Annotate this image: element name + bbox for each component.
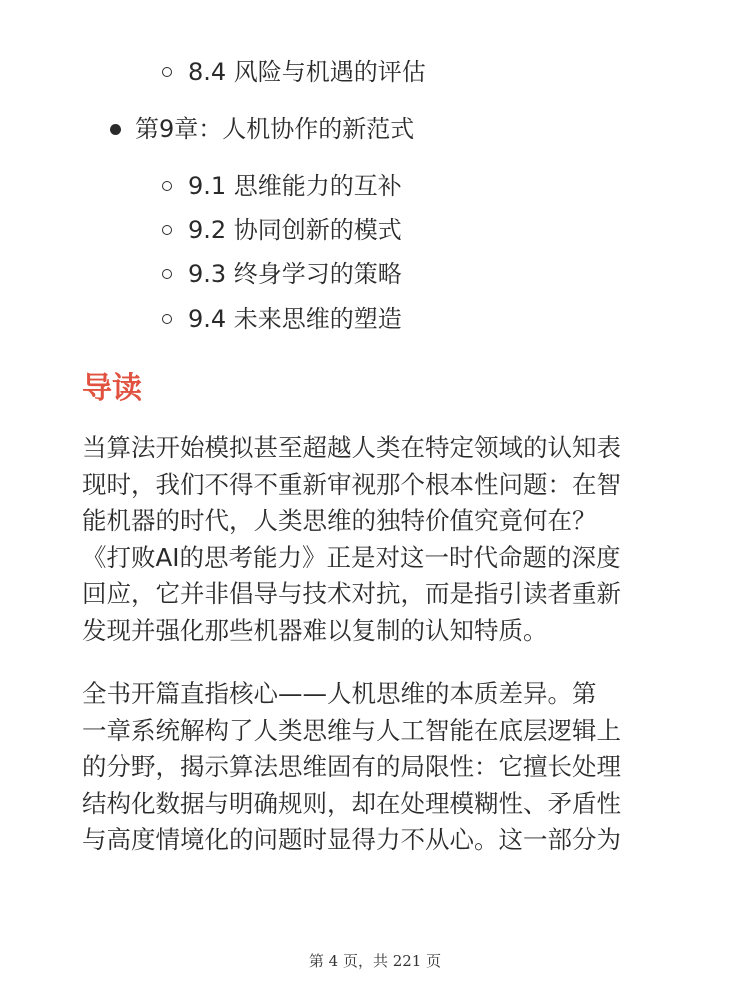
paragraph-overview (82, 676, 672, 859)
paragraph-line: 结构化数据与明确规则，却在处理模糊性、矛盾性 (82, 788, 621, 818)
page-number-footer: 第 4 页，共 221 页 (308, 952, 442, 970)
toc-item-9-2: 9.2 协同创新的模式 (188, 216, 402, 244)
paragraph-line: 当算法开始模拟甚至超越人类在特定领域的认知表 (82, 433, 621, 462)
solid-bullet-icon (110, 124, 121, 135)
paragraph-line: 《打败AI的思考能力》正是对这一时代命题的深度 (82, 542, 621, 572)
hollow-bullet-icon (162, 269, 172, 279)
toc-chapter-9: 第9章：人机协作的新范式 (135, 115, 415, 143)
toc-item-8-4: 8.4 风险与机遇的评估 (188, 58, 426, 86)
paragraph-line: 全书开篇直指核心——人机思维的本质差异。第 (82, 679, 597, 708)
hollow-bullet-icon (162, 181, 172, 191)
paragraph-line: 与高度情境化的问题时显得力不从心。这一部分为 (82, 825, 621, 854)
paragraph-line: 回应，它并非倡导与技术对抗，而是指引读者重新 (82, 579, 621, 608)
paragraph-line: 能机器的时代，人类思维的独特价值究竟何在？ (82, 506, 597, 535)
toc-item-9-1: 9.1 思维能力的互补 (188, 172, 402, 200)
hollow-bullet-icon (162, 314, 172, 324)
paragraph-line: 发现并强化那些机器难以复制的认知特质。 (82, 615, 548, 645)
hollow-bullet-icon (162, 67, 172, 77)
toc-item-9-3: 9.3 终身学习的策略 (188, 260, 402, 288)
paragraph-line: 的分野，揭示算法思维固有的局限性：它擅长处理 (82, 752, 621, 781)
paragraph-line: 现时，我们不得不重新审视那个根本性问题：在智 (82, 469, 621, 499)
section-title: 导读 (82, 371, 142, 406)
paragraph-intro (82, 430, 672, 649)
toc-item-9-4: 9.4 未来思维的塑造 (188, 305, 402, 333)
hollow-bullet-icon (162, 225, 172, 235)
paragraph-line: 一章系统解构了人类思维与人工智能在底层逻辑上 (82, 715, 621, 745)
